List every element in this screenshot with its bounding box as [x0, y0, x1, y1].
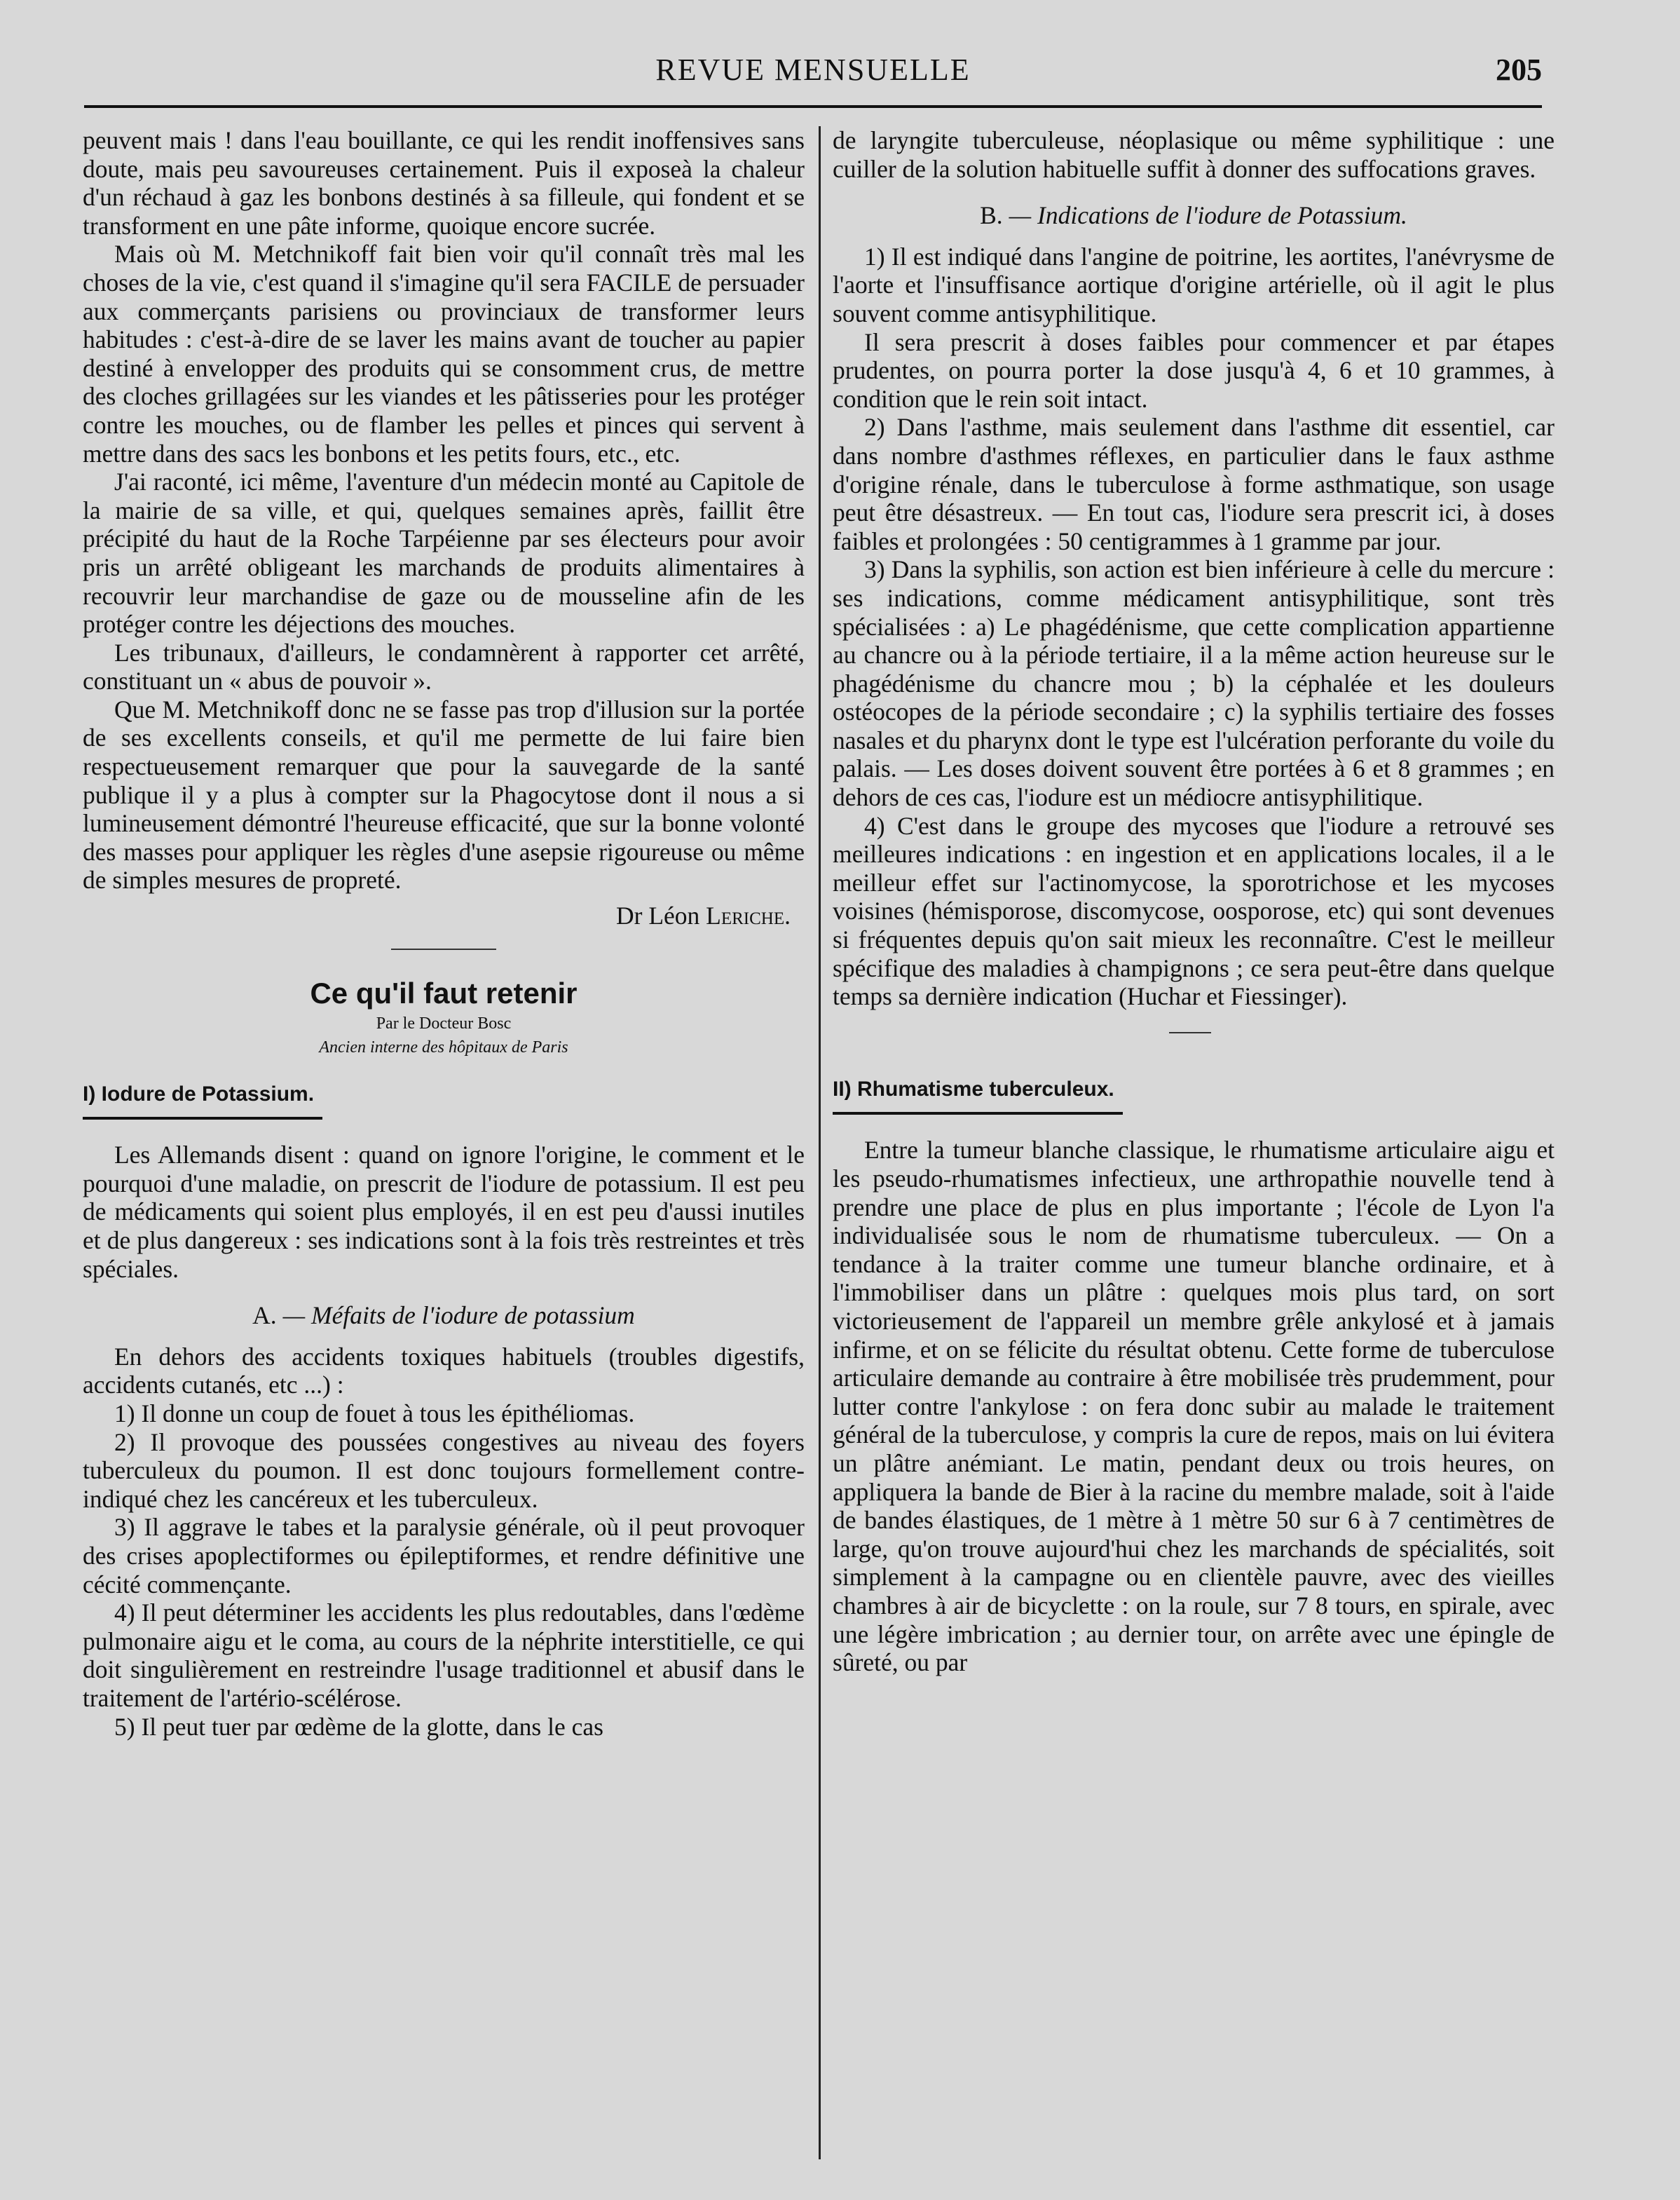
article-title: Ce qu'il faut retenir [310, 976, 578, 1010]
paragraph: de laryngite tuberculeuse, néoplasique ou même syphilitique : une cuiller de la solution habituelle suffit à donner des suffocations graves. [833, 126, 1555, 183]
separator-rule [1169, 1032, 1211, 1033]
left-column [83, 126, 805, 1741]
list-item: 3) Il aggrave le tabes et la paralysie générale, où il peut provoquer des crises apoplectiformes ou épileptiformes, et rendre définitive une cécité commençante. [83, 1513, 805, 1598]
signature-prefix: Dr Léon [616, 902, 700, 930]
column-divider [819, 126, 821, 2159]
paragraph: Que M. Metchnikoff donc ne se fasse pas trop d'illusion sur la portée de ses excellents conseils, et qu'il me permette de lui faire bien respectueusement remarquer que pour la sauvegarde de la santé publique il y a plus à compter sur la Phagocytose dont il nous a si lumineusement démontré l'heureuse efficacité, que sur la bonne volonté des masses pour appliquer les règles d'une asepsie rigoureuse ou même de simples mesures de propreté. [83, 695, 805, 895]
article-byline-sub: Ancien interne des hôpitaux de Paris [319, 1038, 568, 1057]
subheading-b-letter: B. [980, 201, 1003, 230]
subheading-a-letter: A. [252, 1301, 277, 1330]
paragraph: Les tribunaux, d'ailleurs, le condamnèrent à rapporter cet arrêté, constituant un « abus de pouvoir ». [83, 638, 805, 695]
section-heading-1: I) Iodure de Potassium. [83, 1080, 322, 1120]
section-heading-2: II) Rhumatisme tuberculeux. [833, 1075, 1123, 1115]
paragraph: Entre la tumeur blanche classique, le rhumatisme articulaire aigu et les pseudo-rhumatismes infectieux, une arthropathie nouvelle tend à prendre une place de plus en plus importante ; l'école de Lyon l'a individualisée sous le nom de rhumatisme tuberculeux. — On a tendance à la traiter comme une tumeur blanche ordinaire, et à l'immobiliser dans un plâtre : quelques mois plus tard, on sort victorieusement de l'appareil un membre grêle ankylosé et à jamais infirme, et on se félicite du résultat obtenu. Cette forme de tuberculose articulaire demande au contraire à être mobilisée très prudemment, pour lutter contre l'ankylose : on fera donc subir au malade le traitement général de la tuberculose, y compris la cure de repos, mais on lui évitera un plâtre anémiant. Le matin, pendant deux ou trois heures, on appliquera la bande de Bier à la racine du membre malade, soit à l'aide de bandes élastiques, de 1 mètre à 1 mètre 50 sur 6 à 7 centimètres de large, qu'on trouve aujourd'hui chez les marchands de spécialités, soit simplement à la campagne ou en clientèle pauvre, avec des vieilles chambres à air de bicyclette : on la roule, sur 7 8 tours, en spirale, avec une légère imbrication ; au dernier tour, on arrête avec une épingle de sûreté, ou par [833, 1136, 1555, 1677]
paragraph: Les Allemands disent : quand on ignore l'origine, le comment et le pourquoi d'une maladie, on prescrit de l'iodure de potassium. Il est peu de médicaments qui soient plus employés, il en est peu d'aussi inutiles et de plus dangereux : ses indications sont à la fois très restreintes et très spéciales. [83, 1141, 805, 1283]
paragraph: Mais où M. Metchnikoff fait bien voir qu'il connaît très mal les choses de la vie, c'est quand il s'imagine qu'il sera FACILE de persuader aux commerçants parisiens ou provinciaux de transformer leurs habitudes : c'est-à-dire de se laver les mains avant de toucher au papier destiné à envelopper des produits qui se consomment crus, de mettre des cloches grillagées sur les viandes et les pâtisseries pour les protéger contre les mouches, ou de flamber les pelles et pinces qui servent à mettre dans des sacs les bonbons et les petits fours, etc., etc. [83, 240, 805, 468]
list-item: 5) Il peut tuer par œdème de la glotte, dans le cas [114, 1712, 603, 1741]
list-item: 3) Dans la syphilis, son action est bien inférieure à celle du mercure : ses indications, comme médicament antisyphilitique, sont très spécialisées : a) Le phagédénisme, que cette complication appartienne au chancre ou à la période tertiaire, il a la même action heureuse sur le phagédénisme du chancre mou ; b) la céphalée et les douleurs ostéocopes de la période secondaire ; c) la syphilis tertiaire des fosses nasales et du pharynx dont le type est l'ulcération perforante du voile du palais. — Les doses doivent souvent être portées à 6 et 8 grammes ; en dehors de ces cas, l'iodure est un médiocre antisyphilitique. [833, 555, 1555, 812]
signature-name: Leriche. [706, 902, 791, 930]
journal-title: REVUE MENSUELLE [655, 53, 971, 87]
list-item: 1) Il donne un coup de fouet à tous les épithéliomas. [114, 1399, 635, 1427]
list-item: 4) Il peut déterminer les accidents les plus redoutables, dans l'œdème pulmonaire aigu et le coma, au cours de la néphrite interstitielle, ce qui doit singulièrement en restreindre l'usage traditionnel et abusif dans le traitement de l'artério-scélérose. [83, 1598, 805, 1712]
list-item: 1) Il est indiqué dans l'angine de poitrine, les aortites, l'anévrysme de l'aorte et l'insuffisance aortique d'origine artérielle, où il agit le plus souvent comme antisyphilitique. [833, 242, 1555, 327]
paragraph: Il sera prescrit à doses faibles pour commencer et par étapes prudentes, on pourra porter la dose jusqu'à 4, 6 et 10 grammes, à condition que le rein soit intact. [833, 327, 1555, 413]
subheading-a [83, 1301, 805, 1330]
paragraph: peuvent mais ! dans l'eau bouillante, ce qui les rendit inoffensives sans doute, mais peu savoureuses certainement. Puis il exposeà la chaleur d'un réchaud à gaz les bonbons destinés à sa filleule, qui fondent et se transforment en une pâte informe, quoique encore sucrée. [83, 126, 805, 240]
subheading-b [833, 201, 1555, 230]
page-number: 205 [1496, 53, 1542, 87]
subheading-b-title: — Indications de l'iodure de Potassium. [1009, 201, 1407, 230]
subheading-a-title: — Méfaits de l'iodure de potassium [282, 1301, 635, 1330]
paragraph: J'ai raconté, ici même, l'aventure d'un médecin monté au Capitole de la mairie de sa ville, et qui, quelques semaines après, faillit être précipité du haut de la Roche Tarpéienne par ses électeurs pour avoir pris un arrêté obligeant les marchands de produits alimentaires à recouvrir leur marchandise de gaze ou de mousseline afin de les protéger contre les déjections des mouches. [83, 468, 805, 639]
article-byline: Par le Docteur Bosc [376, 1014, 512, 1033]
paragraph: En dehors des accidents toxiques habituels (troubles digestifs, accidents cutanés, etc ...) : [83, 1342, 805, 1399]
signature [83, 902, 791, 930]
list-item: 2) Dans l'asthme, mais seulement dans l'asthme dit essentiel, car dans nombre d'asthmes réflexes, en particulier dans le faux asthme d'origine rénale, dans le tuberculose à forme asthmatique, son usage peut être désastreux. — En tout cas, l'iodure sera prescrit ici, à doses faibles et prolongées : 50 centigrammes à 1 gramme par jour. [833, 413, 1555, 555]
right-column [833, 126, 1555, 1677]
page-header [84, 42, 1542, 108]
list-item: 4) C'est dans le groupe des mycoses que l'iodure a retrouvé ses meilleures indications : en ingestion et en applications locales, il a le meilleur effet sur l'actinomycose, la sporotrichose et les mycoses voisines (hémisporose, discomycose, oosporose, etc) qui sont devenues si fréquentes depuis qu'on sait mieux les reconnaître. C'est le meilleur spécifique des maladies à champignons ; ce sera peut-être dans quelque temps sa dernière indication (Huchar et Fiessinger). [833, 811, 1555, 1011]
list-item: 2) Il provoque des poussées congestives au niveau des foyers tuberculeux du poumon. Il est donc toujours formellement contre-indiqué chez les cancéreux et les tuberculeux. [83, 1427, 805, 1513]
separator-rule [391, 949, 496, 950]
